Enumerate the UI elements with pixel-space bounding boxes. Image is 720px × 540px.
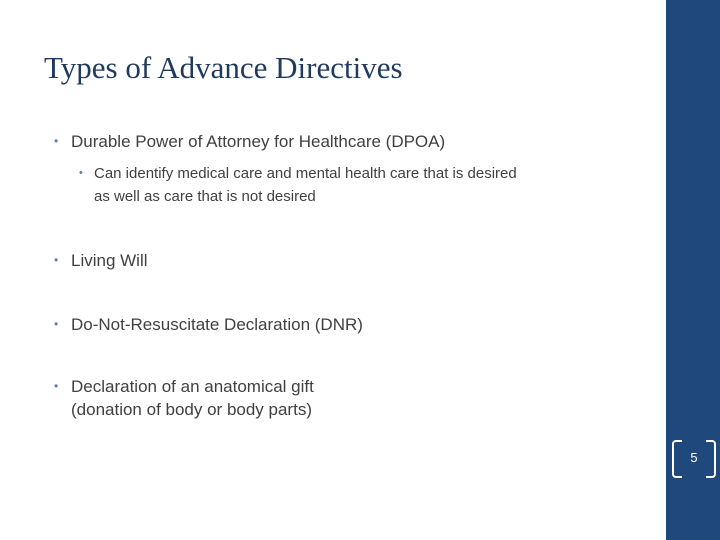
right-bracket-icon: [706, 440, 716, 478]
sub-bullet-line-1: Can identify medical care and mental health care that is desired: [94, 165, 517, 182]
bullet-dnr: [54, 313, 363, 336]
bullet-anatomical-gift: [54, 375, 314, 421]
bullet-text-line-1: Declaration of an anatomical gift: [71, 377, 314, 396]
bullet-text: Durable Power of Attorney for Healthcare (DPOA): [71, 132, 446, 151]
bullet-text: Do-Not-Resuscitate Declaration (DNR): [71, 315, 363, 334]
slide-title: Types of Advance Directives: [44, 50, 403, 85]
bullet-dot: •: [54, 317, 59, 331]
bullet-dot: •: [79, 167, 83, 179]
bullet-living-will: [54, 249, 148, 272]
sub-bullet-dpoa-detail: [79, 162, 517, 208]
bullet-dot: •: [54, 134, 59, 148]
bullet-text-line-2: (donation of body or body parts): [71, 400, 312, 419]
page-number: 5: [690, 450, 698, 465]
bullet-dpoa: [54, 130, 445, 153]
sub-bullet-line-2: as well as care that is not desired: [94, 188, 316, 205]
page-number-badge: [676, 440, 712, 476]
bullet-dot: •: [54, 379, 59, 393]
bullet-dot: •: [54, 253, 59, 267]
bullet-text: Living Will: [71, 251, 148, 270]
